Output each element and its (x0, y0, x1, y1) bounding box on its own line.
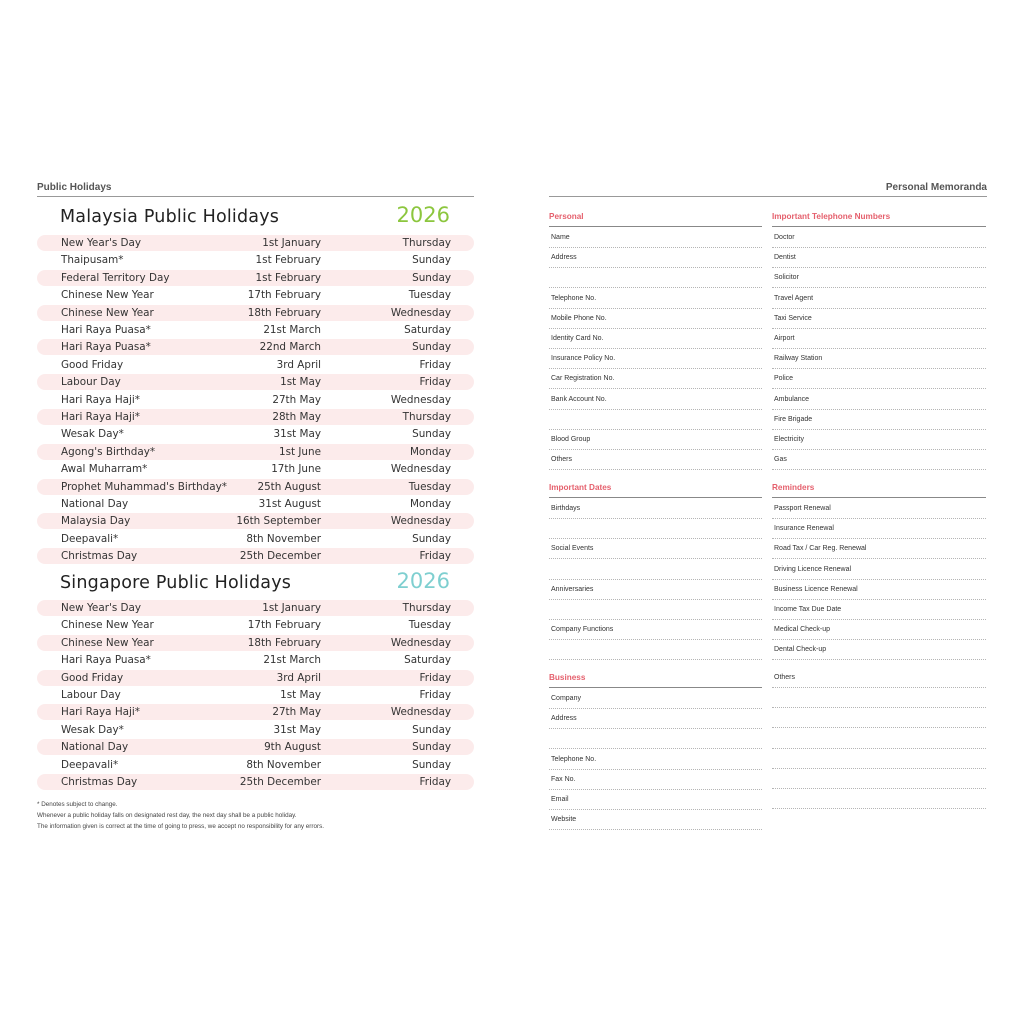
holiday-weekday: Sunday (412, 428, 451, 441)
holiday-name: Chinese New Year (61, 619, 154, 632)
holiday-row (37, 357, 474, 373)
holiday-weekday: Wednesday (390, 463, 451, 476)
holiday-name: National Day (61, 741, 129, 754)
memo-field-label: Fire Brigade (774, 415, 813, 423)
memo-write-line[interactable] (772, 579, 986, 580)
holiday-row (37, 426, 474, 442)
holiday-name: Chinese New Year (61, 636, 154, 649)
memo-field-label: Mobile Phone No. (551, 314, 607, 322)
holiday-date: 8th November (246, 532, 321, 545)
holiday-name: Chinese New Year (61, 306, 154, 319)
holiday-row (37, 252, 474, 268)
memo-field-label: Gas (774, 456, 787, 464)
memo-field-label: Email (551, 796, 569, 803)
memo-field-label: Address (551, 715, 577, 723)
holiday-date: 3rd April (276, 671, 321, 684)
memo-write-line[interactable] (772, 348, 986, 349)
holiday-weekday: Sunday (412, 271, 451, 284)
memo-field-label: Road Tax / Car Reg. Renewal (774, 545, 867, 553)
holiday-row (37, 670, 474, 686)
holiday-row (37, 774, 474, 790)
holiday-weekday: Tuesday (408, 619, 451, 632)
memo-section-heading: Personal (549, 212, 584, 221)
memo-write-line[interactable] (772, 308, 986, 309)
holiday-row (37, 270, 474, 286)
memo-write-line[interactable] (549, 789, 762, 790)
memo-write-line[interactable] (549, 469, 762, 470)
memo-write-line[interactable] (549, 328, 762, 329)
holiday-row (37, 757, 474, 773)
holiday-row (37, 339, 474, 355)
memo-write-line[interactable] (549, 769, 762, 770)
memo-field-label: Travel Agent (774, 294, 814, 302)
memo-field-label: Birthdays (551, 505, 581, 512)
memo-field-label: Dental Check-up (774, 646, 827, 654)
memo-write-line[interactable] (772, 619, 986, 620)
right-page-header: Personal Memoranda (885, 182, 987, 193)
malaysia-year: 2026 (396, 203, 450, 227)
memo-write-line[interactable] (549, 247, 762, 248)
holiday-name: Christmas Day (61, 550, 138, 563)
memo-field-label: Fax No. (551, 775, 576, 783)
holiday-date: 1st May (280, 689, 321, 701)
memo-write-line[interactable] (549, 558, 762, 559)
holiday-name: Hari Raya Haji* (61, 411, 140, 423)
holiday-weekday: Wednesday (390, 706, 451, 719)
holiday-weekday: Wednesday (390, 306, 451, 319)
footnote-line: Whenever a public holiday falls on designated rest day, the next day shall be a public holiday. (37, 812, 297, 819)
holiday-row (37, 531, 474, 547)
holiday-weekday: Wednesday (390, 393, 451, 406)
holiday-row (37, 548, 474, 564)
memo-write-line[interactable] (772, 659, 986, 660)
holiday-row (37, 652, 474, 668)
memo-write-line[interactable] (772, 518, 986, 519)
holiday-name: Deepavali* (61, 532, 119, 545)
holiday-row (37, 513, 474, 529)
holiday-name: Good Friday (61, 671, 124, 684)
holiday-name: Good Friday (61, 358, 124, 371)
memo-heading-rule (772, 226, 986, 227)
memo-field-label: Company Functions (551, 626, 614, 634)
memo-field-label: Address (551, 254, 577, 262)
memo-write-line[interactable] (549, 287, 762, 288)
memo-field-label: Name (551, 234, 570, 241)
holiday-name: Hari Raya Puasa* (61, 654, 151, 667)
memo-write-line[interactable] (549, 809, 762, 810)
memo-field-label: Doctor (774, 234, 795, 241)
holiday-weekday: Sunday (412, 341, 451, 354)
holiday-name: Hari Raya Puasa* (61, 341, 151, 354)
holiday-name: National Day (61, 498, 129, 510)
memo-write-line[interactable] (549, 449, 762, 450)
holiday-date: 25th December (239, 550, 321, 563)
memo-write-line[interactable] (772, 687, 986, 688)
holiday-weekday: Wednesday (390, 515, 451, 528)
memo-field-label: Electricity (774, 436, 804, 443)
holiday-date: 1st January (262, 237, 321, 249)
holiday-name: Hari Raya Haji* (61, 706, 140, 719)
holiday-weekday: Sunday (412, 758, 451, 771)
memo-write-line[interactable] (772, 558, 986, 559)
memo-heading-rule (549, 226, 762, 227)
memo-field-label: Railway Station (774, 355, 823, 363)
holiday-date: 31st May (273, 428, 321, 441)
memo-write-line[interactable] (772, 368, 986, 369)
holiday-date: 3rd April (276, 358, 321, 371)
holiday-date: 1st June (278, 445, 321, 458)
memo-write-line[interactable] (772, 449, 986, 450)
singapore-year: 2026 (396, 569, 450, 593)
holiday-weekday: Thursday (402, 237, 451, 249)
holiday-date: 27th May (272, 706, 321, 719)
memo-field-label: Company (551, 695, 581, 702)
holiday-name: Deepavali* (61, 758, 119, 771)
memo-section-heading: Important Telephone Numbers (772, 212, 891, 221)
holiday-date: 25th August (257, 480, 321, 493)
holiday-name: Labour Day (61, 689, 121, 701)
memo-field-label: Social Events (551, 545, 594, 553)
memo-section-heading: Business (549, 673, 586, 682)
memo-write-line[interactable] (549, 659, 762, 660)
footnotes (37, 799, 474, 832)
holiday-date: 17th June (271, 463, 321, 476)
memo-field-label: Solicitor (774, 274, 799, 282)
holiday-row (37, 392, 474, 408)
holiday-date: 9th August (264, 741, 321, 754)
memo-field-label: Identity Card No. (551, 335, 604, 342)
memo-write-line[interactable] (772, 788, 986, 789)
holiday-date: 21st March (263, 654, 321, 667)
memo-write-line[interactable] (772, 388, 986, 389)
holiday-weekday: Friday (419, 358, 451, 371)
holiday-date: 27th May (272, 393, 321, 406)
holiday-weekday: Monday (409, 445, 451, 458)
memo-write-line[interactable] (772, 429, 986, 430)
holiday-name: Wesak Day* (61, 428, 124, 441)
memo-write-line[interactable] (549, 579, 762, 580)
memo-write-line[interactable] (772, 639, 986, 640)
memo-write-line[interactable] (772, 748, 986, 749)
memo-write-line[interactable] (549, 267, 762, 268)
memo-write-line[interactable] (549, 409, 762, 410)
holiday-name: Awal Muharram* (61, 463, 148, 476)
malaysia-title: Malaysia Public Holidays (60, 207, 280, 227)
memo-field-label: Bank Account No. (551, 395, 607, 403)
holiday-date: 8th November (246, 758, 321, 771)
left-page-header: Public Holidays (37, 182, 112, 193)
holiday-weekday: Thursday (402, 411, 451, 423)
memo-heading-rule (549, 687, 762, 688)
memo-write-line[interactable] (772, 267, 986, 268)
holiday-row (37, 305, 474, 321)
holiday-name: Prophet Muhammad's Birthday* (61, 480, 227, 493)
holiday-date: 28th May (272, 411, 321, 423)
holiday-weekday: Saturday (404, 324, 451, 336)
holiday-row (37, 617, 474, 633)
holiday-name: New Year's Day (61, 237, 142, 249)
memo-field-label: Insurance Policy No. (551, 355, 616, 363)
memo-write-line[interactable] (772, 469, 986, 470)
memo-write-line[interactable] (549, 728, 762, 729)
holiday-weekday: Thursday (402, 602, 451, 614)
memo-write-line[interactable] (549, 619, 762, 620)
holiday-date: 31st May (273, 723, 321, 736)
memo-field-label: Driving Licence Renewal (774, 565, 852, 573)
holiday-name: Federal Territory Day (61, 271, 170, 284)
holiday-date: 17th February (247, 289, 321, 302)
memo-write-line[interactable] (549, 639, 762, 640)
holiday-weekday: Friday (419, 689, 451, 701)
holiday-weekday: Friday (419, 671, 451, 684)
memo-field-label: Police (774, 375, 794, 383)
holiday-row (37, 235, 474, 251)
holiday-row (37, 461, 474, 477)
holiday-date: 21st March (263, 324, 321, 336)
memo-write-line[interactable] (772, 808, 986, 809)
holiday-date: 1st February (255, 271, 321, 284)
holiday-row (37, 496, 474, 512)
holiday-row (37, 322, 474, 338)
memo-field-label: Anniversaries (551, 585, 594, 593)
memo-write-line[interactable] (772, 599, 986, 600)
memo-field-label: Others (774, 674, 796, 681)
holiday-date: 18th February (247, 636, 321, 649)
holiday-name: Christmas Day (61, 776, 138, 788)
memo-field-label: Dentist (774, 254, 796, 262)
memo-section-heading: Reminders (772, 483, 815, 492)
holiday-date: 1st January (262, 602, 321, 614)
holiday-weekday: Sunday (412, 532, 451, 545)
holiday-date: 31st August (258, 498, 321, 510)
left-header-rule (37, 196, 474, 197)
memo-field-label: Website (551, 816, 577, 824)
memo-write-line[interactable] (772, 538, 986, 539)
holiday-name: Agong's Birthday* (61, 445, 156, 458)
memo-write-line[interactable] (772, 247, 986, 248)
holiday-name: Wesak Day* (61, 723, 124, 736)
holiday-date: 1st May (280, 376, 321, 389)
memo-write-line[interactable] (549, 368, 762, 369)
memo-field-label: Passport Renewal (774, 505, 831, 512)
footnote-line: The information given is correct at the time of going to press, we accept no responsibility for any errors. (37, 823, 324, 830)
memo-write-line[interactable] (772, 287, 986, 288)
holiday-weekday: Sunday (412, 723, 451, 736)
memo-field-label: Car Registration No. (551, 375, 615, 383)
right-header-rule (549, 196, 987, 197)
memo-field-label: Airport (774, 335, 795, 342)
holiday-row (37, 479, 474, 495)
memo-write-line[interactable] (549, 829, 762, 830)
memo-write-line[interactable] (772, 328, 986, 329)
holiday-row (37, 635, 474, 651)
footnote-line: * Denotes subject to change. (37, 801, 118, 808)
holiday-name: Thaipusam* (61, 254, 124, 267)
memo-write-line[interactable] (549, 599, 762, 600)
holiday-name: New Year's Day (61, 602, 142, 614)
memo-write-line[interactable] (549, 308, 762, 309)
holiday-row (37, 704, 474, 720)
memo-field-label: Ambulance (774, 395, 810, 403)
holiday-row (37, 444, 474, 460)
holiday-date: 16th September (236, 515, 321, 528)
memo-write-line[interactable] (772, 727, 986, 728)
holiday-row (37, 374, 474, 390)
holiday-row (37, 600, 474, 616)
singapore-title: Singapore Public Holidays (60, 573, 292, 593)
holiday-date: 22nd March (259, 341, 321, 354)
memo-write-line[interactable] (772, 768, 986, 769)
holiday-name: Labour Day (61, 376, 121, 389)
holiday-weekday: Monday (409, 498, 451, 510)
holiday-name: Malaysia Day (61, 515, 131, 528)
memo-write-line[interactable] (549, 538, 762, 539)
memo-field-label: Insurance Renewal (774, 525, 834, 533)
holiday-weekday: Tuesday (408, 480, 451, 493)
memo-write-line[interactable] (772, 707, 986, 708)
memo-field-label: Others (551, 456, 573, 464)
holiday-weekday: Wednesday (390, 636, 451, 649)
holiday-name: Hari Raya Haji* (61, 393, 140, 406)
memo-write-line[interactable] (549, 429, 762, 430)
memo-field-label: Income Tax Due Date (774, 606, 842, 613)
holiday-weekday: Friday (419, 776, 451, 788)
holiday-date: 18th February (247, 306, 321, 319)
memo-write-line[interactable] (772, 409, 986, 410)
holiday-name: Chinese New Year (61, 289, 154, 302)
memo-field-label: Taxi Service (774, 314, 812, 322)
holiday-weekday: Sunday (412, 254, 451, 267)
memo-write-line[interactable] (549, 748, 762, 749)
memo-field-label: Blood Group (551, 436, 591, 443)
holiday-weekday: Sunday (412, 741, 451, 754)
holiday-row (37, 739, 474, 755)
memo-field-label: Telephone No. (551, 755, 597, 763)
holiday-row (37, 722, 474, 738)
memo-heading-rule (549, 497, 762, 498)
holiday-row (37, 287, 474, 303)
holiday-weekday: Saturday (404, 654, 451, 667)
holiday-date: 17th February (247, 619, 321, 632)
memo-section-heading: Important Dates (549, 483, 612, 492)
memo-field-label: Medical Check-up (774, 626, 831, 634)
memo-write-line[interactable] (549, 708, 762, 709)
memo-field-label: Business Licence Renewal (774, 585, 858, 593)
holiday-row (37, 409, 474, 425)
holiday-date: 25th December (239, 776, 321, 788)
memo-field-label: Telephone No. (551, 294, 597, 302)
memo-heading-rule (772, 497, 986, 498)
memo-write-line[interactable] (549, 388, 762, 389)
holiday-weekday: Tuesday (408, 289, 451, 302)
holiday-row (37, 687, 474, 703)
holiday-weekday: Friday (419, 550, 451, 563)
holiday-weekday: Friday (419, 376, 451, 389)
holiday-name: Hari Raya Puasa* (61, 324, 151, 336)
memo-write-line[interactable] (549, 348, 762, 349)
memo-write-line[interactable] (549, 518, 762, 519)
holiday-date: 1st February (255, 254, 321, 267)
